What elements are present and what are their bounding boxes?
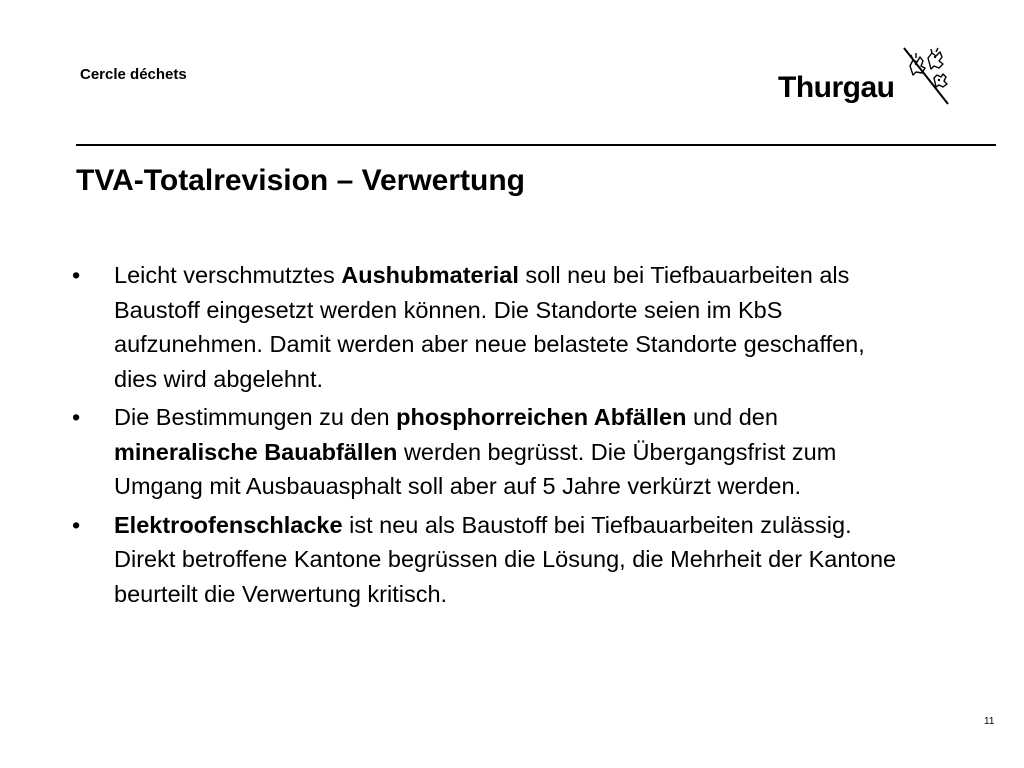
slide-title: TVA-Totalrevision – Verwertung — [76, 164, 525, 197]
page-number: 11 — [984, 716, 995, 727]
logo-text: Thurgau — [778, 71, 895, 104]
thurgau-logo — [778, 44, 954, 108]
header-divider — [76, 144, 996, 146]
bullet-marker: • — [72, 511, 81, 538]
bullet-item — [72, 258, 912, 396]
bullet-text: ist neu als Baustoff bei Tiefbauarbeiten zulässig. Direkt betroffene Kantone begrüssen die Lösung, die Mehrheit der Kantone beurteilt die Verwertung kritisch. — [114, 511, 897, 607]
thurgau-lions-emblem-icon — [898, 44, 954, 108]
bullet-text: Die Bestimmungen zu den — [114, 404, 397, 430]
bullet-emphasis: phosphorreichen Abfällen — [396, 404, 687, 430]
bullet-text: soll neu bei Tiefbauarbeiten als Baustoff eingesetzt werden können. Die Standorte seien im KbS aufzunehmen. Damit werden aber neue belastete Standorte geschaffen, dies wird abgelehnt. — [114, 262, 865, 392]
bullet-item — [72, 508, 912, 612]
bullet-text: Leicht verschmutztes — [114, 262, 342, 288]
bullet-text: und den — [686, 404, 778, 430]
bullet-item — [72, 400, 912, 504]
bullet-list — [72, 258, 912, 615]
header-org-label: Cercle déchets — [80, 66, 187, 83]
bullet-emphasis: mineralische Bauabfällen — [114, 438, 398, 465]
bullet-text: werden begrüsst. Die Übergangsfrist zum Umgang mit Ausbauasphalt soll aber auf 5 Jahre verkürzt werden. — [114, 438, 837, 499]
bullet-marker: • — [72, 404, 81, 430]
bullet-marker: • — [72, 262, 81, 288]
bullet-emphasis: Elektroofenschlacke — [114, 511, 343, 538]
bullet-emphasis: Aushubmaterial — [341, 262, 519, 288]
